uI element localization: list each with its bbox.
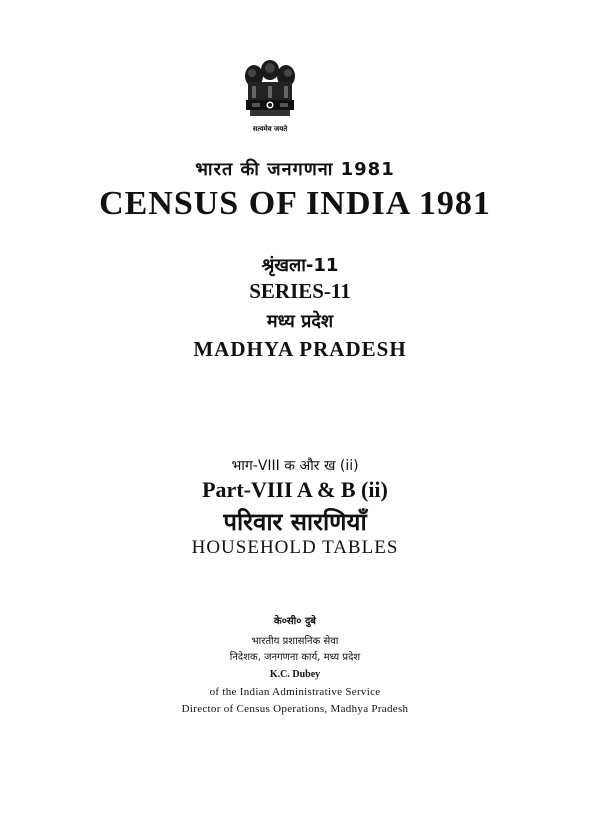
census-title: CENSUS OF INDIA 1981 — [99, 185, 491, 222]
hindi-household-tables-title: परिवार सारणियाँ — [223, 508, 367, 536]
author-name: K.C. Dubey — [269, 669, 321, 680]
hindi-author-service: भारतीय प्रशासनिक सेवा — [251, 636, 339, 647]
hindi-series-label: श्रृंखला-11 — [261, 255, 339, 276]
series-label: SERIES-11 — [249, 279, 351, 303]
household-tables-title: HOUSEHOLD TABLES — [191, 537, 399, 558]
part-label: Part-VIII A & B (ii) — [202, 477, 388, 502]
hindi-part-label: भाग-VIII क और ख (ii) — [231, 458, 359, 474]
hindi-author-designation: निदेशक, जनगणना कार्य, मध्य प्रदेश — [229, 652, 361, 663]
author-designation: Director of Census Operations, Madhya Pradesh — [181, 703, 409, 715]
author-service: of the Indian Administrative Service — [209, 686, 381, 698]
hindi-state-name: मध्य प्रदेश — [266, 311, 334, 332]
emblem-motto: सत्यमेव जयते — [252, 125, 288, 133]
state-name: MADHYA PRADESH — [193, 337, 407, 361]
hindi-author-name: के०सी० दुबे — [274, 616, 316, 627]
hindi-census-title: भारत की जनगणना 1981 — [195, 159, 395, 180]
